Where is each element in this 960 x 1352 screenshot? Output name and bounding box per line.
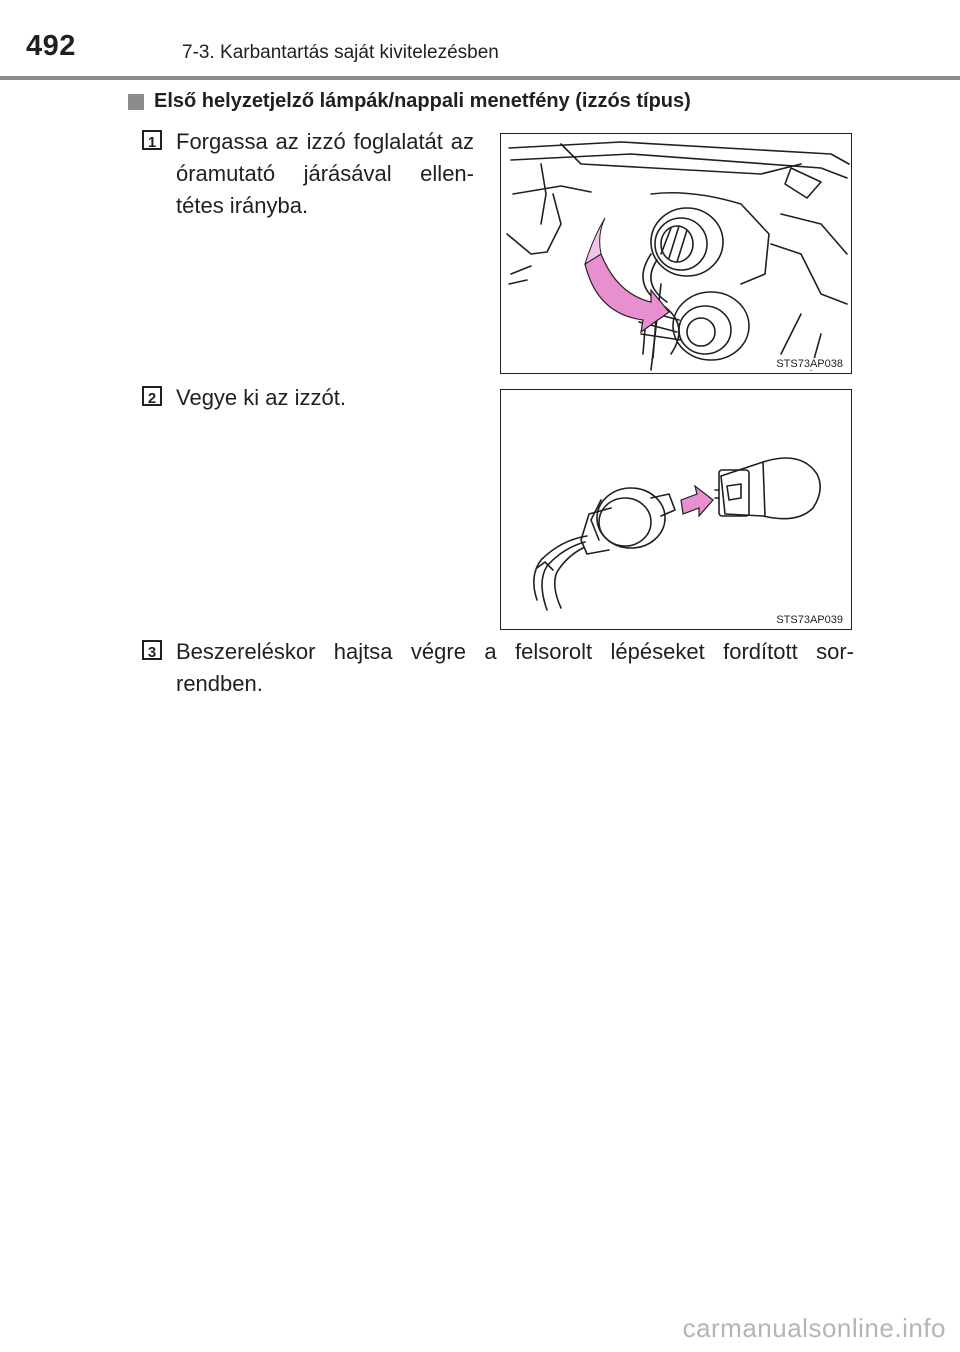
section-header: 7-3. Karbantartás saját kivitelezésben bbox=[182, 42, 499, 63]
figure-code: STS73AP039 bbox=[776, 614, 843, 626]
figure-rotate-socket bbox=[500, 133, 852, 374]
subsection-title-text: Első helyzetjelző lámpák/nappali menetfény (izzós típus) bbox=[154, 90, 691, 112]
step-number-3: 3 bbox=[142, 640, 162, 660]
bulb-removal-illustration bbox=[501, 390, 852, 630]
headlamp-socket-illustration bbox=[501, 134, 852, 374]
page-number: 492 bbox=[26, 30, 76, 62]
subsection-title bbox=[128, 90, 691, 113]
step-3-text: Beszereléskor hajtsa végre a felsorolt lépéseket fordított sor-rendben. bbox=[176, 639, 854, 696]
figure-remove-bulb bbox=[500, 389, 852, 630]
step-1-text: Forgassa az izzó foglalatát az óramutató járásával ellen-tétes irányba. bbox=[176, 129, 474, 218]
figure-code: STS73AP038 bbox=[776, 358, 843, 370]
step-number-2: 2 bbox=[142, 386, 162, 406]
header-rule bbox=[0, 76, 960, 80]
step-2-text: Vegye ki az izzót. bbox=[176, 385, 346, 410]
square-bullet-icon bbox=[128, 94, 144, 110]
step-number-1: 1 bbox=[142, 130, 162, 150]
pull-arrow-icon bbox=[681, 486, 713, 516]
watermark: carmanualsonline.info bbox=[682, 1313, 946, 1343]
